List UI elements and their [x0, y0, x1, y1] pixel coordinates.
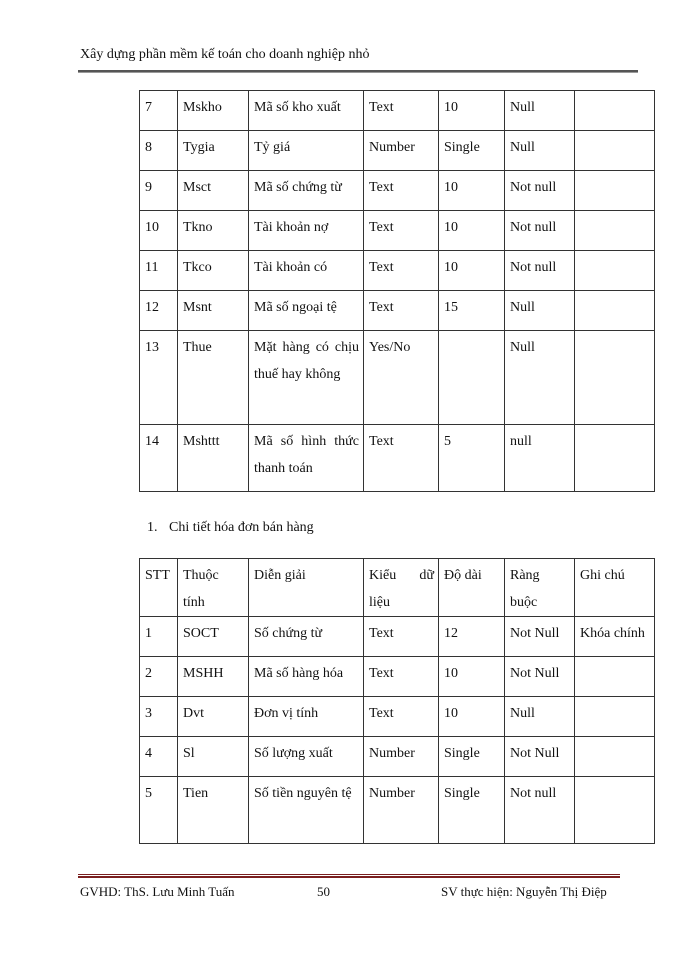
cell-length: 10	[439, 697, 505, 737]
cell-attribute: Tkno	[178, 211, 249, 251]
cell-stt: 9	[140, 171, 178, 211]
cell-length: 10	[439, 211, 505, 251]
cell-type: Number	[364, 777, 439, 844]
cell-type: Text	[364, 657, 439, 697]
cell-constraint: Null	[505, 91, 575, 131]
table-row	[140, 211, 655, 251]
cell-attribute: MSHH	[178, 657, 249, 697]
cell-stt: 8	[140, 131, 178, 171]
cell-description: Mặt hàng có chịu thuế hay không	[249, 331, 364, 425]
header-attribute: Thuộc tính	[178, 559, 249, 617]
table-row	[140, 697, 655, 737]
cell-type: Yes/No	[364, 331, 439, 425]
cell-description: Mã số ngoại tệ	[249, 291, 364, 331]
cell-length: Single	[439, 131, 505, 171]
cell-length: 5	[439, 425, 505, 492]
table-header-row	[140, 559, 655, 617]
cell-length: 10	[439, 171, 505, 211]
table-row	[140, 331, 655, 425]
cell-attribute: Msct	[178, 171, 249, 211]
cell-type: Text	[364, 425, 439, 492]
footer-student: SV thực hiện: Nguyễn Thị Điệp	[441, 884, 607, 899]
header-type: Kiểu dữ liệu	[364, 559, 439, 617]
cell-stt: 5	[140, 777, 178, 844]
cell-attribute: Msnt	[178, 291, 249, 331]
cell-constraint: Not Null	[505, 657, 575, 697]
cell-type: Text	[364, 617, 439, 657]
page-number: 50	[317, 884, 330, 899]
cell-constraint: Not null	[505, 777, 575, 844]
cell-description: Mã số kho xuất	[249, 91, 364, 131]
cell-stt: 12	[140, 291, 178, 331]
cell-constraint: Null	[505, 291, 575, 331]
section-number: 1.	[147, 520, 158, 535]
invoice-detail-table	[139, 558, 655, 844]
table-row	[140, 425, 655, 492]
cell-description: Số lượng xuất	[249, 737, 364, 777]
cell-description: Tài khoản nợ	[249, 211, 364, 251]
cell-constraint: Null	[505, 331, 575, 425]
table-row	[140, 171, 655, 211]
cell-note	[575, 131, 655, 171]
cell-description: Mã số chứng từ	[249, 171, 364, 211]
cell-attribute: Sl	[178, 737, 249, 777]
cell-constraint: Null	[505, 131, 575, 171]
cell-type: Number	[364, 131, 439, 171]
cell-constraint: null	[505, 425, 575, 492]
table-row	[140, 657, 655, 697]
cell-length: 10	[439, 657, 505, 697]
cell-type: Text	[364, 91, 439, 131]
footer-divider	[78, 874, 620, 878]
table-row	[140, 777, 655, 844]
cell-stt: 7	[140, 91, 178, 131]
cell-constraint: Not null	[505, 171, 575, 211]
attributes-table-continued	[139, 90, 655, 492]
cell-length: Single	[439, 777, 505, 844]
cell-description: Mã số hình thức thanh toán	[249, 425, 364, 492]
cell-attribute: Mskho	[178, 91, 249, 131]
table-row	[140, 617, 655, 657]
table-row	[140, 91, 655, 131]
cell-type: Text	[364, 171, 439, 211]
cell-note	[575, 211, 655, 251]
cell-length: Single	[439, 737, 505, 777]
cell-length	[439, 331, 505, 425]
cell-description: Tài khoản có	[249, 251, 364, 291]
cell-note	[575, 291, 655, 331]
cell-stt: 4	[140, 737, 178, 777]
cell-stt: 14	[140, 425, 178, 492]
header-divider	[78, 70, 638, 73]
cell-note	[575, 697, 655, 737]
cell-note	[575, 331, 655, 425]
section-title: Chi tiết hóa đơn bán hàng	[169, 520, 314, 535]
cell-stt: 10	[140, 211, 178, 251]
cell-constraint: Null	[505, 697, 575, 737]
table-row	[140, 291, 655, 331]
cell-attribute: Dvt	[178, 697, 249, 737]
cell-description: Số tiền nguyên tệ	[249, 777, 364, 844]
cell-stt: 3	[140, 697, 178, 737]
cell-constraint: Not Null	[505, 617, 575, 657]
cell-stt: 13	[140, 331, 178, 425]
cell-attribute: Thue	[178, 331, 249, 425]
header-description: Diễn giải	[249, 559, 364, 617]
cell-note	[575, 737, 655, 777]
cell-type: Text	[364, 211, 439, 251]
table-row	[140, 131, 655, 171]
cell-attribute: Tien	[178, 777, 249, 844]
cell-stt: 1	[140, 617, 178, 657]
cell-attribute: Tygia	[178, 131, 249, 171]
header-length: Độ dài	[439, 559, 505, 617]
cell-type: Text	[364, 251, 439, 291]
cell-stt: 2	[140, 657, 178, 697]
section-heading	[147, 520, 314, 536]
cell-note	[575, 91, 655, 131]
cell-length: 10	[439, 91, 505, 131]
cell-length: 12	[439, 617, 505, 657]
cell-type: Text	[364, 697, 439, 737]
cell-constraint: Not null	[505, 251, 575, 291]
cell-attribute: SOCT	[178, 617, 249, 657]
cell-note	[575, 777, 655, 844]
footer-advisor: GVHD: ThS. Lưu Minh Tuấn	[80, 884, 235, 899]
cell-type: Number	[364, 737, 439, 777]
cell-description: Mã số hàng hóa	[249, 657, 364, 697]
cell-constraint: Not null	[505, 211, 575, 251]
table-row	[140, 251, 655, 291]
header-constraint: Ràng buộc	[505, 559, 575, 617]
header-stt: STT	[140, 559, 178, 617]
cell-description: Tỷ giá	[249, 131, 364, 171]
cell-constraint: Not Null	[505, 737, 575, 777]
cell-length: 10	[439, 251, 505, 291]
table-row	[140, 737, 655, 777]
cell-length: 15	[439, 291, 505, 331]
header-note: Ghi chú	[575, 559, 655, 617]
cell-description: Đơn vị tính	[249, 697, 364, 737]
cell-note	[575, 251, 655, 291]
cell-type: Text	[364, 291, 439, 331]
cell-note	[575, 657, 655, 697]
cell-attribute: Mshttt	[178, 425, 249, 492]
cell-note: Khóa chính	[575, 617, 655, 657]
page-header-title: Xây dựng phần mềm kế toán cho doanh nghiệp nhỏ	[80, 47, 370, 62]
cell-stt: 11	[140, 251, 178, 291]
cell-description: Số chứng từ	[249, 617, 364, 657]
cell-note	[575, 425, 655, 492]
cell-attribute: Tkco	[178, 251, 249, 291]
cell-note	[575, 171, 655, 211]
